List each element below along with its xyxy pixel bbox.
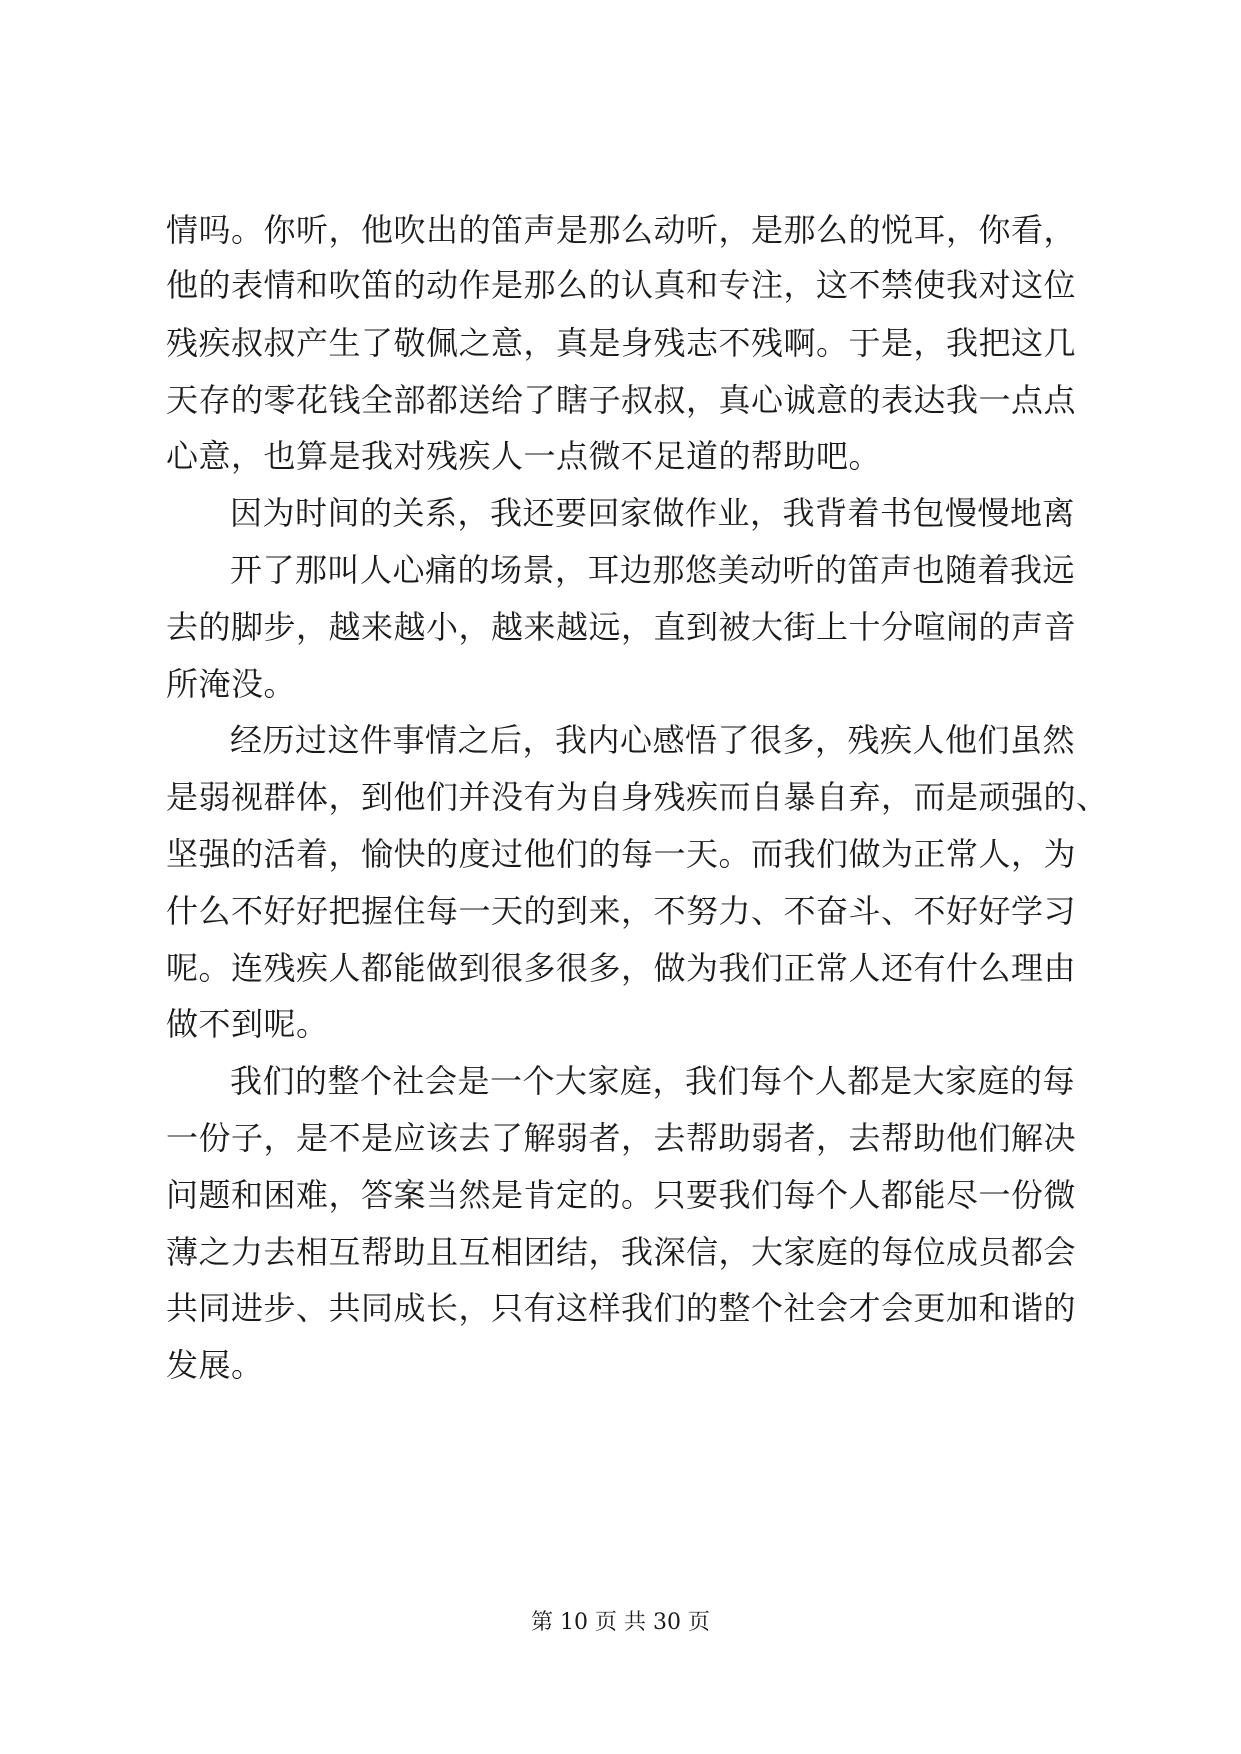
text-line: 天存的零花钱全部都送给了瞎子叔叔，真心诚意的表达我一点点 [166, 381, 1077, 419]
text-line: 做不到呢。 [166, 1005, 329, 1043]
text-line: 心意，也算是我对残疾人一点微不足道的帮助吧。 [166, 437, 882, 475]
text-line: 情吗。你听，他吹出的笛声是那么动听，是那么的悦耳，你看， [166, 211, 1077, 249]
text-line: 坚强的活着，愉快的度过他们的每一天。而我们做为正常人，为 [166, 835, 1077, 873]
paragraph-first-line: 我们的整个社会是一个大家庭，我们每个人都是大家庭的每 [230, 1062, 1076, 1100]
text-line: 他的表情和吹笛的动作是那么的认真和专注，这不禁使我对这位 [166, 266, 1077, 304]
text-line: 什么不好好把握住每一天的到来，不努力、不奋斗、不好好学习 [166, 892, 1077, 930]
paragraph-first-line: 经历过这件事情之后，我内心感悟了很多，残疾人他们虽然 [230, 721, 1076, 759]
text-line: 发展。 [166, 1346, 264, 1384]
text-line: 所淹没。 [166, 665, 297, 703]
text-line: 是弱视群体，到他们并没有为自身残疾而自暴自弃，而是顽强的、 [166, 778, 1109, 816]
text-line: 呢。连残疾人都能做到很多很多，做为我们正常人还有什么理由 [166, 949, 1077, 987]
page-number-footer: 第 10 页 共 30 页 [531, 1610, 710, 1635]
text-line: 一份子，是不是应该去了解弱者，去帮助弱者，去帮助他们解决 [166, 1119, 1077, 1157]
text-line: 去的脚步，越来越小，越来越远，直到被大街上十分喧闹的声音 [166, 608, 1077, 646]
text-line: 残疾叔叔产生了敬佩之意，真是身残志不残啊。于是，我把这几 [166, 324, 1077, 362]
text-line: 开了那叫人心痛的场景，耳边那悠美动听的笛声也随着我远 [230, 551, 1076, 589]
paragraph-first-line: 因为时间的关系，我还要回家做作业，我背着书包慢慢地离 [230, 494, 1076, 532]
text-line: 共同进步、共同成长，只有这样我们的整个社会才会更加和谐的 [166, 1289, 1077, 1327]
text-line: 薄之力去相互帮助且互相团结，我深信，大家庭的每位成员都会 [166, 1233, 1077, 1271]
text-line: 问题和困难，答案当然是肯定的。只要我们每个人都能尽一份微 [166, 1176, 1077, 1214]
